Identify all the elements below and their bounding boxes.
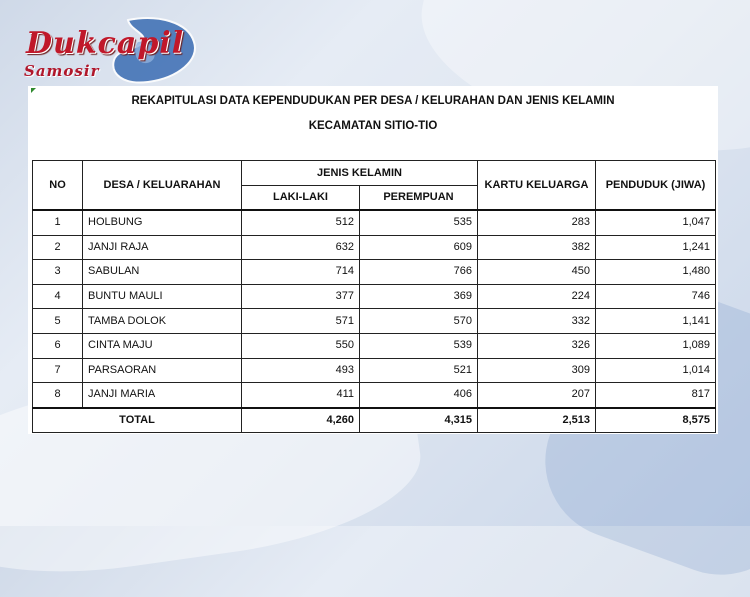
cell-desa: CINTA MAJU <box>83 333 242 358</box>
cell-desa: JANJI MARIA <box>83 383 242 408</box>
cell-no: 2 <box>33 235 83 260</box>
cell-perempuan: 609 <box>360 235 478 260</box>
logo-title: Dukcapil <box>26 26 185 61</box>
report-sheet <box>28 86 718 434</box>
cell-no: 6 <box>33 333 83 358</box>
total-label: TOTAL <box>33 408 242 433</box>
cell-desa: JANJI RAJA <box>83 235 242 260</box>
header-laki-laki: LAKI-LAKI <box>242 186 360 211</box>
cell-laki: 411 <box>242 383 360 408</box>
cell-no: 4 <box>33 284 83 309</box>
cell-perempuan: 570 <box>360 309 478 334</box>
cell-laki: 714 <box>242 260 360 285</box>
header-penduduk: PENDUDUK (JIWA) <box>596 161 716 211</box>
cell-kk: 450 <box>478 260 596 285</box>
header-jenis-kelamin: JENIS KELAMIN <box>242 161 478 186</box>
cell-perempuan: 539 <box>360 333 478 358</box>
population-table <box>32 160 716 433</box>
cell-laki: 571 <box>242 309 360 334</box>
cell-desa: BUNTU MAULI <box>83 284 242 309</box>
cell-kk: 309 <box>478 358 596 383</box>
cell-no: 8 <box>33 383 83 408</box>
header-desa: DESA / KELUARAHAN <box>83 161 242 211</box>
header-kartu-keluarga: KARTU KELUARGA <box>478 161 596 211</box>
table-row <box>33 333 716 358</box>
report-subtitle: KECAMATAN SITIO-TIO <box>308 120 438 132</box>
cell-no: 3 <box>33 260 83 285</box>
cell-laki: 550 <box>242 333 360 358</box>
cell-kk: 224 <box>478 284 596 309</box>
table-row <box>33 309 716 334</box>
total-penduduk: 8,575 <box>596 408 716 433</box>
cell-perempuan: 521 <box>360 358 478 383</box>
cell-laki: 493 <box>242 358 360 383</box>
cell-desa: SABULAN <box>83 260 242 285</box>
cell-penduduk: 1,241 <box>596 235 716 260</box>
cell-perempuan: 369 <box>360 284 478 309</box>
total-row <box>33 408 716 433</box>
cell-kk: 382 <box>478 235 596 260</box>
cell-desa: PARSAORAN <box>83 358 242 383</box>
table-row <box>33 260 716 285</box>
cell-no: 5 <box>33 309 83 334</box>
cell-laki: 512 <box>242 210 360 235</box>
cell-kk: 283 <box>478 210 596 235</box>
cell-penduduk: 817 <box>596 383 716 408</box>
table-row <box>33 235 716 260</box>
cell-laki: 632 <box>242 235 360 260</box>
total-kk: 2,513 <box>478 408 596 433</box>
cell-laki: 377 <box>242 284 360 309</box>
total-perempuan: 4,315 <box>360 408 478 433</box>
cell-desa: TAMBA DOLOK <box>83 309 242 334</box>
cell-penduduk: 1,141 <box>596 309 716 334</box>
logo-subtitle: Samosir <box>24 62 100 80</box>
report-title: REKAPITULASI DATA KEPENDUDUKAN PER DESA / KELURAHAN DAN JENIS KELAMIN <box>131 95 615 107</box>
cell-penduduk: 1,014 <box>596 358 716 383</box>
dukcapil-logo <box>18 12 208 92</box>
cell-perempuan: 406 <box>360 383 478 408</box>
total-laki: 4,260 <box>242 408 360 433</box>
cell-kk: 207 <box>478 383 596 408</box>
cell-perempuan: 535 <box>360 210 478 235</box>
table-row <box>33 210 716 235</box>
cell-corner-marker <box>31 88 36 93</box>
table-row <box>33 383 716 408</box>
header-no: NO <box>33 161 83 211</box>
cell-kk: 326 <box>478 333 596 358</box>
cell-penduduk: 1,480 <box>596 260 716 285</box>
cell-desa: HOLBUNG <box>83 210 242 235</box>
table-row <box>33 284 716 309</box>
cell-penduduk: 746 <box>596 284 716 309</box>
cell-no: 1 <box>33 210 83 235</box>
cell-penduduk: 1,089 <box>596 333 716 358</box>
table-row <box>33 358 716 383</box>
header-perempuan: PEREMPUAN <box>360 186 478 211</box>
cell-no: 7 <box>33 358 83 383</box>
cell-perempuan: 766 <box>360 260 478 285</box>
cell-kk: 332 <box>478 309 596 334</box>
cell-penduduk: 1,047 <box>596 210 716 235</box>
